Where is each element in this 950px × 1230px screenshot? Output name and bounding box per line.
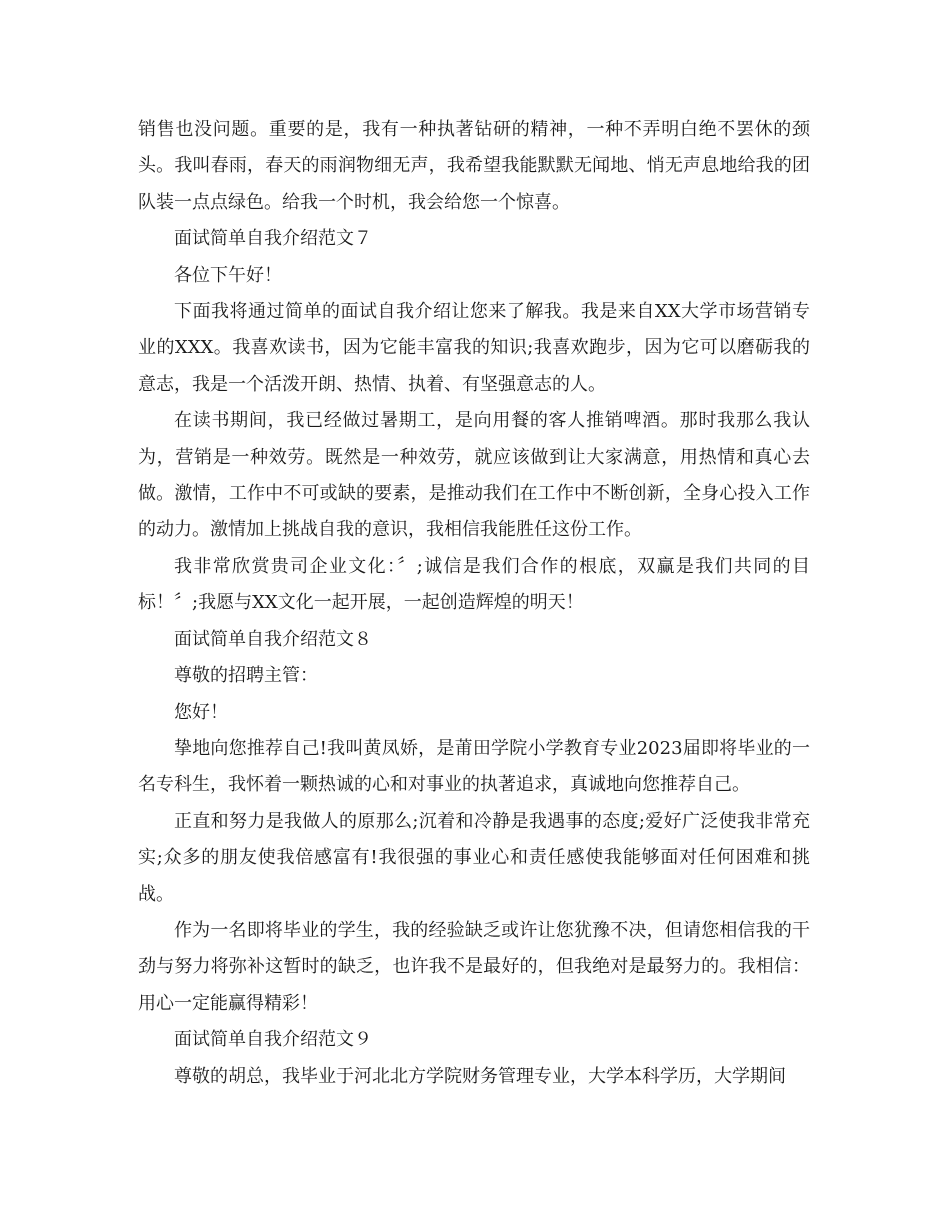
salutation: 尊敬的招聘主管： — [174, 665, 318, 687]
paragraph: 尊敬的胡总，我毕业于河北北方学院财务管理专业，大学本科学历，大学期间 — [174, 1065, 786, 1087]
greeting: 您好！ — [174, 701, 228, 723]
paragraph-continuation: 销售也没问题。重要的是，我有一种执著钻研的精神，一种不弄明白绝不罢休的颈头。我叫春雨，春天的雨润物细无声，我希望我能默默无闻地、悄无声息地给我的团队装一点点绿色。给我一个时机，我会给您一个惊喜。 — [138, 119, 810, 213]
greeting: 各位下午好！ — [174, 264, 282, 286]
section-heading-9: 面试简单自我介绍范文９ — [174, 1029, 372, 1051]
paragraph: 我非常欣赏贵司企业文化：〞;诚信是我们合作的根底，双赢是我们共同的目标！〞;我愿与XX文化一起开展，一起创造辉煌的明天！ — [138, 555, 810, 614]
paragraph: 下面我将通过简单的面试自我介绍让您来了解我。我是来自XX大学市场营销专业的XXX。我喜欢读书，因为它能丰富我的知识;我喜欢跑步，因为它可以磨砺我的意志，我是一个活泼开朗、热情、执着、有坚强意志的人。 — [138, 301, 810, 395]
paragraph: 挚地向您推荐自己!我叫黄凤娇，是莆田学院小学教育专业2023届即将毕业的一名专科生，我怀着一颗热诚的心和对事业的执著追求，真诚地向您推荐自己。 — [138, 737, 810, 796]
paragraph: 正直和努力是我做人的原那么;沉着和冷静是我遇事的态度;爱好广泛使我非常充实;众多的朋友使我倍感富有!我很强的事业心和责任感使我能够面对任何困难和挑战。 — [138, 810, 810, 905]
paragraph: 在读书期间，我已经做过暑期工，是向用餐的客人推销啤酒。那时我那么我认为，营销是一种效劳。既然是一种效劳，就应该做到让大家满意，用热情和真心去做。激情，工作中不可或缺的要素，是推动我们在工作中不断创新，全身心投入工作的动力。激情加上挑战自我的意识，我相信我能胜任这份工作。 — [138, 410, 810, 541]
section-heading-8: 面试简单自我介绍范文８ — [174, 628, 372, 650]
paragraph: 作为一名即将毕业的学生，我的经验缺乏或许让您犹豫不决，但请您相信我的干劲与努力将弥补这暂时的缺乏，也许我不是最好的，但我绝对是最努力的。我相信：用心一定能赢得精彩！ — [138, 919, 810, 1014]
document-body — [138, 112, 810, 1095]
section-heading-7: 面试简单自我介绍范文７ — [174, 228, 372, 250]
